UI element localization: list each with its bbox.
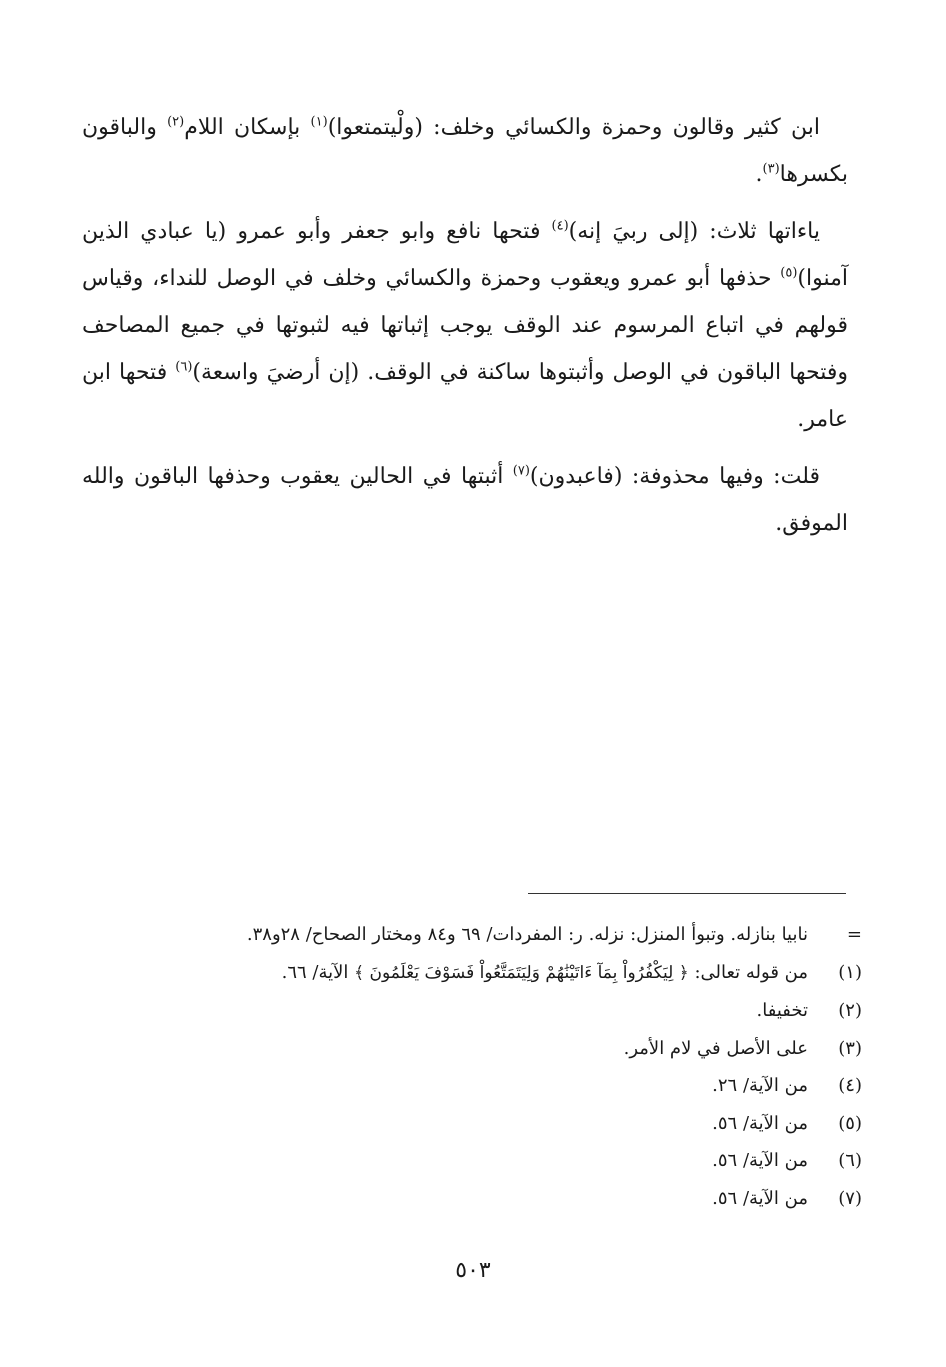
text-run: فتحها ابن عامر. [82, 360, 848, 432]
footnotes [150, 916, 870, 1217]
footnote-number: (٤) [838, 1075, 862, 1096]
paragraph-3 [82, 453, 848, 547]
footnote-text: من الآية/ ٢٦. [712, 1075, 808, 1096]
footnote-text: تخفيفا. [756, 1000, 808, 1021]
footnote-continuation [150, 916, 870, 954]
footnote-ref: (٢) [167, 114, 185, 130]
footnote-2 [150, 992, 870, 1030]
footnote-number: = [846, 924, 862, 945]
footnote-5 [150, 1105, 870, 1143]
text-run: بإسكان اللام [184, 115, 311, 140]
text-run: حذفها أبو عمرو ويعقوب وحمزة والكسائي وخلف في الوصل للنداء، وقياس قولهم في اتباع المرسوم عند الوقف يوجب إثباتها فيه لثبوتها في جميع المصاحف وفتحها الباقون في الوصل وأثبتوها ساكنة في الوقف. (إن أرضيَ واسعة) [82, 266, 849, 385]
footnote-6 [150, 1142, 870, 1180]
footnote-text: من الآية/ ٥٦. [712, 1187, 808, 1209]
text-run: والباقون بكسرها [82, 115, 848, 187]
paragraph-2 [82, 208, 848, 443]
footnote-text: نابيا بنازله. وتبوأ المنزل: نزله. ر: المفردات/ ٦٩ و٨٤ ومختار الصحاح/ ٢٨و٣٨. [246, 924, 808, 945]
footnote-number: (٦) [838, 1150, 862, 1171]
text-run: أثبتها في الحالين يعقوب وحذفها الباقون والله الموفق. [82, 464, 848, 536]
text-run: قلت: وفيها محذوفة: (فاعبدون) [529, 464, 820, 489]
footnote-ref: (٦) [175, 359, 193, 375]
footnote-ref: (٣) [762, 161, 780, 177]
footnote-7 [150, 1180, 870, 1218]
footnote-text-run: من قوله تعالى: [688, 961, 808, 983]
footnote-number: (٥) [838, 1112, 862, 1134]
footnote-ref: (١) [310, 114, 328, 130]
footnote-number: (١) [838, 961, 862, 983]
quran-verse: ﴿ لِيَكْفُرُواْ بِمَآ ءَاتَيْنَٰهُمْ وَلِيَتَمَتَّعُواْ فَسَوْفَ يَعْلَمُونَ ﴾ [354, 962, 689, 983]
page-number: ٥٠٣ [455, 1258, 491, 1283]
footnote-text [150, 954, 808, 993]
text-run: ياءاتها ثلاث: (إلى ربيَ إنه) [568, 219, 820, 244]
paragraph-1 [82, 104, 848, 198]
footnote-3 [150, 1030, 870, 1068]
main-text [82, 104, 848, 557]
footnote-text: على الأصل في لام الأمر. [623, 1037, 808, 1059]
footnote-1 [150, 954, 870, 993]
footnote-text: من الآية/ ٥٦. [712, 1150, 808, 1171]
footnote-text-run: الآية/ ٦٦. [281, 961, 355, 983]
footnote-ref: (٤) [551, 218, 569, 234]
text-run: فتحها نافع وابو جعفر وأبو عمرو (يا عبادي الذين آمنوا) [82, 219, 848, 291]
footnote-ref: (٧) [512, 463, 530, 479]
text-run: ابن كثير وقالون وحمزة والكسائي وخلف: (ولْيتمتعوا) [327, 115, 821, 140]
footnote-number: (٢) [838, 1000, 862, 1021]
footnote-number: (٧) [838, 1187, 862, 1209]
footnote-separator [528, 893, 846, 894]
footnote-text: من الآية/ ٥٦. [712, 1112, 808, 1134]
footnote-4 [150, 1067, 870, 1105]
footnote-number: (٣) [838, 1037, 862, 1059]
text-run: . [755, 162, 763, 187]
footnote-ref: (٥) [780, 265, 798, 281]
